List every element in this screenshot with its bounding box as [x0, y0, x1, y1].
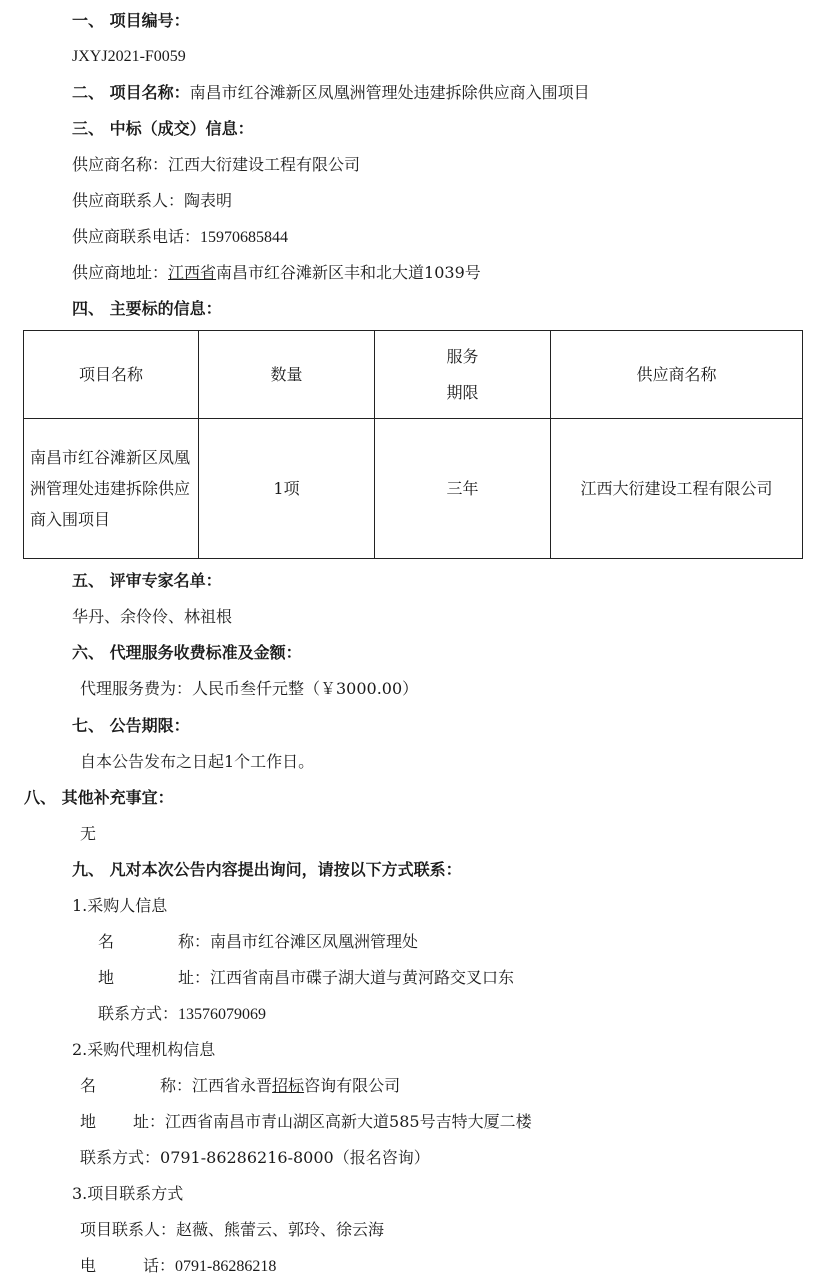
- supplier-address: 南昌市红谷滩新区丰和北大道1039号: [216, 263, 481, 282]
- project-contact-phone-row: [80, 1256, 276, 1277]
- purchaser-title: 1.采购人信息: [72, 896, 168, 915]
- project-contact-persons-label: 项目联系人：: [80, 1220, 177, 1239]
- expert-list: 华丹、余伶伶、林祖根: [72, 607, 233, 626]
- project-contact-title: 3.项目联系方式: [72, 1184, 184, 1203]
- agency-address-label-2: 址：: [133, 1112, 166, 1131]
- agency-fee: 代理服务费为：人民币叁仟元整（￥3000.00）: [80, 679, 419, 698]
- agency-name-post: 咨询有限公司: [304, 1076, 401, 1095]
- section-1-heading: 一、 项目编号：: [72, 11, 190, 30]
- section-6-heading: 六、 代理服务收费标准及金额：: [72, 643, 302, 662]
- purchaser-name-label-1: 名: [98, 932, 115, 951]
- purchaser-contact-label: 联系方式：: [98, 1004, 179, 1023]
- purchaser-contact-row: [98, 1004, 266, 1025]
- supplier-name: 江西大衍建设工程有限公司: [168, 155, 361, 174]
- purchaser-address-row: [98, 968, 514, 988]
- supplier-address-row: [72, 263, 481, 283]
- agency-name-link[interactable]: 招标: [272, 1076, 305, 1095]
- project-contact-persons-row: [80, 1220, 384, 1240]
- project-contact-phone-label-1: 电: [80, 1256, 97, 1275]
- supplier-phone-label: 供应商联系电话：: [72, 227, 201, 246]
- supplier-name-label: 供应商名称：: [72, 155, 169, 174]
- agency-name-row: [80, 1076, 400, 1096]
- supplier-contact: 陶表明: [184, 191, 233, 210]
- section-2: [72, 83, 590, 103]
- agency-contact-row: [80, 1148, 430, 1168]
- purchaser-address: 江西省南昌市碟子湖大道与黄河路交叉口东: [210, 968, 515, 987]
- supplier-address-label: 供应商地址：: [72, 263, 169, 282]
- table-header-row: [24, 331, 803, 419]
- section-7-heading: 七、 公告期限：: [72, 716, 190, 735]
- agency-address: 江西省南昌市青山湖区高新大道585号吉特大厦二楼: [165, 1112, 532, 1131]
- header-quantity: 数量: [199, 331, 375, 419]
- purchaser-contact: 13576079069: [178, 1006, 267, 1023]
- agency-contact-label: 联系方式：: [80, 1148, 161, 1167]
- agency-address-row: [80, 1112, 532, 1132]
- header-supplier-name: 供应商名称: [551, 331, 803, 419]
- section-5-heading: 五、 评审专家名单：: [72, 571, 222, 590]
- section-9-heading: 九、 凡对本次公告内容提出询问，请按以下方式联系：: [72, 860, 462, 879]
- project-contact-phone-label-2: 话：: [143, 1256, 176, 1275]
- project-code: JXYJ2021-F0059: [72, 48, 186, 65]
- header-service-period-line-1: 服务: [446, 346, 479, 366]
- agency-name-label-2: 称：: [160, 1076, 193, 1095]
- project-contact-persons: 赵薇、熊蕾云、郭玲、徐云海: [176, 1220, 385, 1239]
- notice-period: 自本公告发布之日起1个工作日。: [80, 752, 315, 771]
- cell-project-name: 南昌市红谷滩新区凤凰洲管理处违建拆除供应商入围项目: [24, 419, 199, 559]
- section-8-heading: 八、 其他补充事宜：: [24, 788, 174, 807]
- supplementary-content: 无: [80, 824, 97, 843]
- supplier-contact-row: [72, 191, 232, 211]
- purchaser-name-row: [98, 932, 418, 952]
- project-contact-phone: 0791-86286218: [175, 1258, 277, 1275]
- purchaser-address-label-2: 址：: [178, 968, 211, 987]
- award-table: [23, 330, 803, 559]
- supplier-phone-row: [72, 227, 288, 248]
- agency-name-label-1: 名: [80, 1076, 97, 1095]
- section-3-heading: 三、 中标（成交）信息：: [72, 119, 254, 138]
- header-service-period-line-2: 期限: [446, 382, 479, 402]
- supplier-address-link[interactable]: 江西省: [168, 263, 217, 282]
- supplier-contact-label: 供应商联系人：: [72, 191, 185, 210]
- project-name: 南昌市红谷滩新区凤凰洲管理处违建拆除供应商入围项目: [189, 83, 590, 102]
- header-project-name: 项目名称: [24, 331, 199, 419]
- cell-quantity: 1项: [199, 419, 375, 559]
- agency-address-label-1: 地: [80, 1112, 97, 1131]
- section-2-heading: 二、 项目名称：: [72, 83, 190, 102]
- purchaser-address-label-1: 地: [98, 968, 115, 987]
- purchaser-name-label-2: 称：: [178, 932, 211, 951]
- purchaser-name: 南昌市红谷滩区凤凰洲管理处: [210, 932, 419, 951]
- header-service-period: [375, 331, 551, 419]
- supplier-phone: 15970685844: [200, 229, 289, 246]
- cell-service-period: 三年: [375, 419, 551, 559]
- table-row: [24, 419, 803, 559]
- agency-title: 2.采购代理机构信息: [72, 1040, 216, 1059]
- cell-supplier: 江西大衍建设工程有限公司: [551, 419, 803, 559]
- section-4-heading: 四、 主要标的信息：: [72, 299, 222, 318]
- agency-contact: 0791-86286216-8000（报名咨询）: [160, 1148, 430, 1167]
- supplier-name-row: [72, 155, 360, 175]
- agency-name-pre: 江西省永晋: [192, 1076, 273, 1095]
